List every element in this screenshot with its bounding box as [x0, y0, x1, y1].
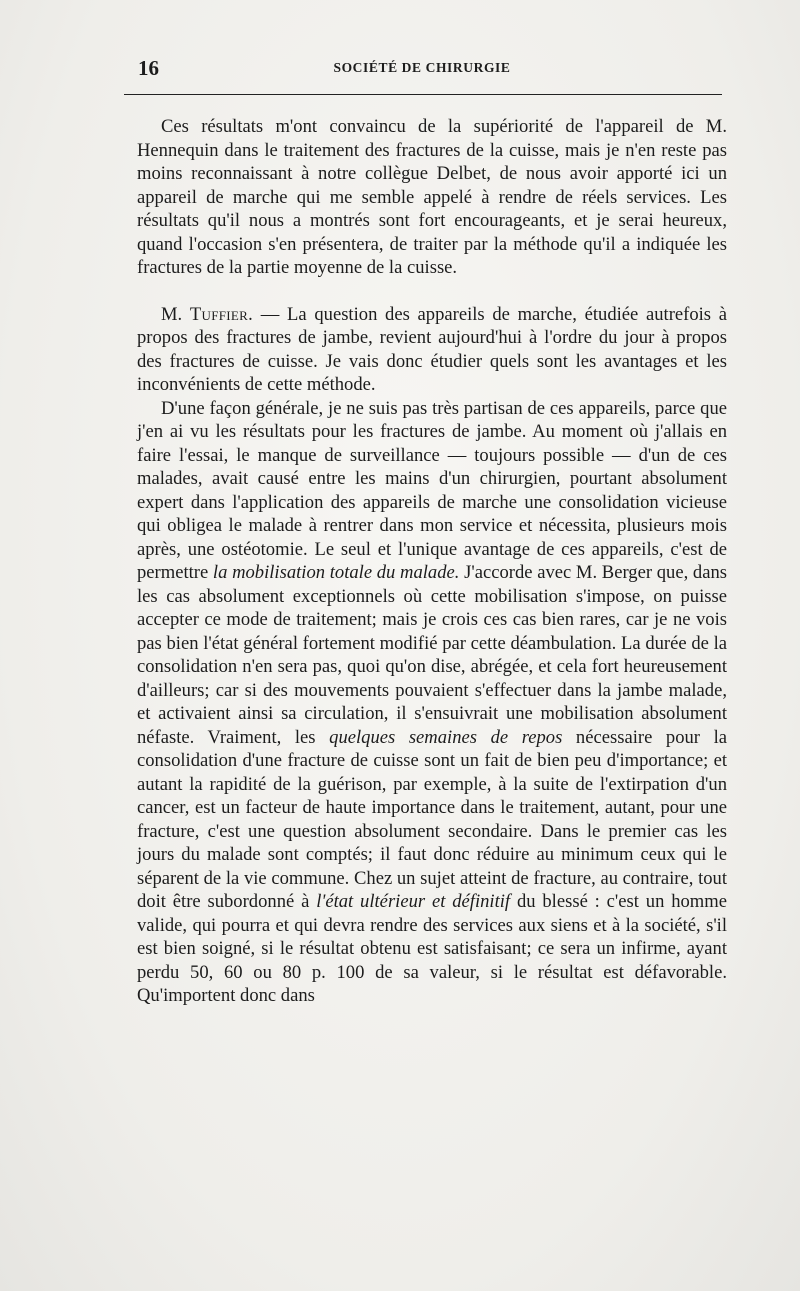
paragraph-2-text: — La question des appareils de marche, étudiée autrefois à propos des fractures de jambe, revient aujourd'hui à l'ordre du jour à propos des fractures de cuisse. Je vais donc étudier quels sont les avantages et les inconvénients de cette méthode.	[137, 303, 727, 395]
body-text	[137, 115, 727, 1008]
italic-phrase-mobilisation: la mobilisation totale du malade.	[212, 562, 460, 583]
italic-phrase-etat: l'état ultérieur et définitif	[316, 891, 511, 912]
running-head: SOCIÉTÉ DE CHIRURGIE	[333, 60, 511, 75]
page-header	[122, 56, 722, 84]
header-rule	[124, 94, 722, 95]
paragraph-1	[137, 115, 727, 280]
paragraph-1-text: Ces résultats m'ont convaincu de la supériorité de l'appareil de M. Hennequin dans le traitement des fractures de la cuisse, mais je n'en reste pas moins reconnaissant à notre collègue Delbet, de nous avoir apporté ici un appareil de marche qui me semble appelé à rendre de réels services. Les résultats qu'il nous a montrés sont fort encourageants, et je serai heureux, quand l'occasion s'en présentera, de traiter par la méthode qu'il a indiquée les fractures de la partie moyenne de la cuisse.	[137, 116, 727, 278]
paragraph-3-text-c: nécessaire pour la consolidation d'une fracture de cuisse sont un fait de bien peu d'importance; et autant la rapidité de la guérison, par exemple, à la suite de l'extirpation d'un cancer, est un facteur de haute importance dans le traitement, autant, pour une fracture, c'est une question absolument secondaire. Dans le premier cas les jours du malade sont comptés; il faut donc réduire au minimum ceux qui le séparent de la vie commune. Chez un sujet atteint de fracture, au contraire, tout doit être subordonné à	[137, 726, 727, 912]
page-number: 16	[138, 56, 159, 80]
speaker-name: Tuffier.	[189, 303, 254, 325]
paragraph-2	[137, 303, 727, 397]
speaker-prefix: M.	[161, 303, 190, 325]
paragraph-3-text-d: du blessé : c'est un homme valide, qui pourra et qui devra rendre des services aux siens et à la société, s'il est bien soigné, si le résultat obtenu est satisfaisant; ce sera un infirme, ayant perdu 50, 60 ou 80 p. 100 de sa valeur, si le résultat est défavorable. Qu'importent donc dans	[137, 891, 727, 1006]
paragraph-3	[137, 397, 727, 1008]
paragraph-3-text-b: J'accorde avec M. Berger que, dans les cas absolument exceptionnels où cette mobilisation s'impose, on puisse accepter ce mode de traitement; mais je crois ces cas bien rares, car je ne vois pas bien l'état général fortement modifié par cette déambulation. La durée de la consolidation n'en sera pas, quoi qu'on dise, abrégée, et cela fort heureusement d'ailleurs; car si des mouvements pouvaient s'effectuer dans la jambe malade, et activaient ainsi sa circulation, il s'ensuivrait une mobilisation absolument néfaste. Vraiment, les	[137, 562, 727, 748]
paragraph-3-text-a: D'une façon générale, je ne suis pas très partisan de ces appareils, parce que j'en ai vu les résultats pour les fractures de jambe. Au moment où j'allais en faire l'essai, le manque de surveillance — toujours possible — d'un de ces malades, avait causé entre les mains d'un chirurgien, pourtant absolument expert dans l'application des appareils de marche une consolidation vicieuse qui obligea le malade à rentrer dans mon service et nécessita, plusieurs mois après, une ostéotomie. Le seul et l'unique avantage de ces appareils, c'est de permettre	[137, 397, 727, 583]
italic-phrase-repos: quelques semaines de repos	[329, 726, 563, 748]
